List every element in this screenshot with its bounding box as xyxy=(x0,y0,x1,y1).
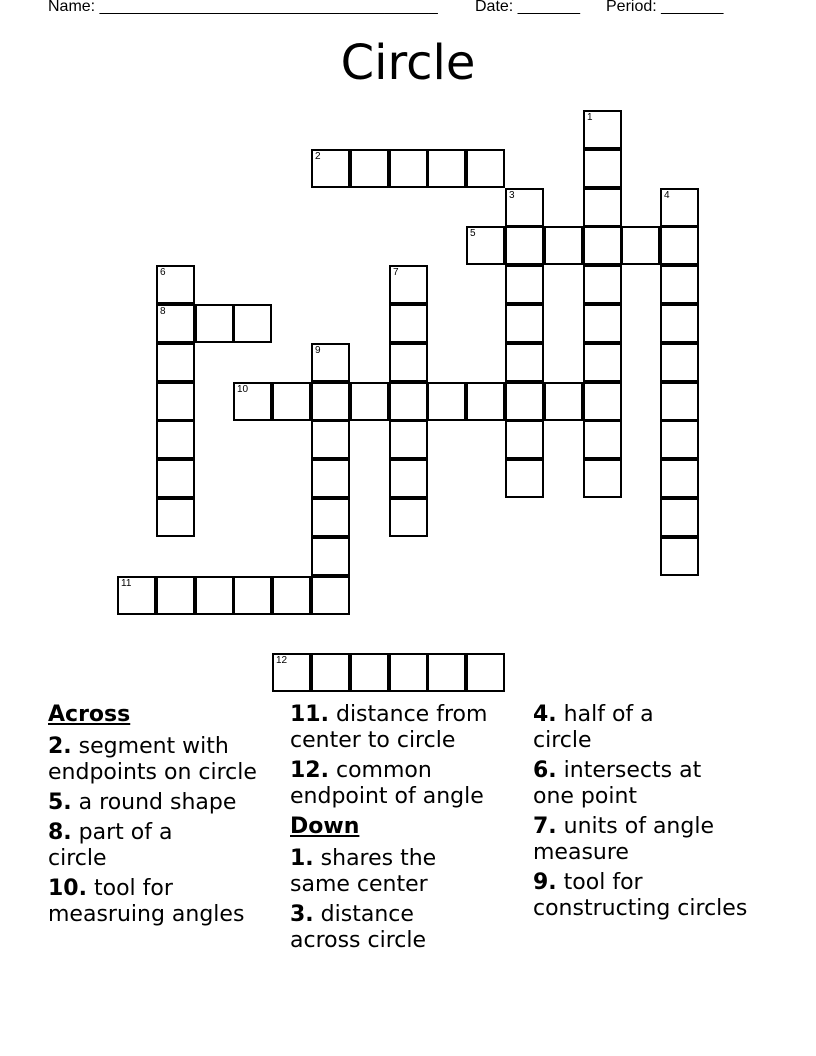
crossword-cell[interactable] xyxy=(621,226,660,265)
clue-down-1: 1. shares the same center xyxy=(290,846,437,897)
date-field: Date: _______ xyxy=(475,0,580,15)
crossword-cell[interactable] xyxy=(583,420,622,459)
cell-number: 1 xyxy=(587,112,593,123)
crossword-cell[interactable] xyxy=(233,382,272,421)
cell-number: 10 xyxy=(237,384,249,395)
crossword-cell[interactable] xyxy=(660,537,699,576)
clue-across-5: 5. a round shape xyxy=(48,790,237,815)
crossword-cell[interactable] xyxy=(505,343,544,382)
crossword-cell[interactable] xyxy=(389,498,428,537)
crossword-cell[interactable] xyxy=(466,226,505,265)
crossword-cell[interactable] xyxy=(544,226,583,265)
clue-across-2: 2. segment with endpoints on circle xyxy=(48,734,257,785)
clue-across-11: 11. distance from center to circle xyxy=(290,702,488,753)
clue-column-2 xyxy=(290,702,520,958)
cell-number: 7 xyxy=(393,267,399,278)
cell-number: 5 xyxy=(470,228,476,239)
crossword-cell[interactable] xyxy=(311,537,350,576)
clue-column-1 xyxy=(48,702,284,932)
crossword-cell[interactable] xyxy=(117,576,156,615)
clue-down-7: 7. units of angle measure xyxy=(533,814,714,865)
crossword-cell[interactable] xyxy=(272,382,311,421)
crossword-cell[interactable] xyxy=(660,188,699,227)
cell-number: 8 xyxy=(160,306,166,317)
crossword-cell[interactable] xyxy=(195,304,234,343)
crossword-cell[interactable] xyxy=(505,459,544,498)
crossword-cell[interactable] xyxy=(389,459,428,498)
crossword-cell[interactable] xyxy=(311,343,350,382)
crossword-cell[interactable] xyxy=(660,420,699,459)
crossword-cell[interactable] xyxy=(389,149,428,188)
crossword-cell[interactable] xyxy=(583,110,622,149)
name-field: Name: ______________________________________ xyxy=(48,0,438,15)
down-heading: Down xyxy=(290,814,360,839)
crossword-cell[interactable] xyxy=(660,382,699,421)
crossword-cell[interactable] xyxy=(156,382,195,421)
crossword-cell[interactable] xyxy=(311,498,350,537)
crossword-cell[interactable] xyxy=(311,149,350,188)
clue-down-9: 9. tool for constructing circles xyxy=(533,870,748,921)
cell-number: 6 xyxy=(160,267,166,278)
crossword-cell[interactable] xyxy=(311,576,350,615)
clue-across-10: 10. tool for measruing angles xyxy=(48,876,245,927)
crossword-cell[interactable] xyxy=(466,653,505,692)
crossword-cell[interactable] xyxy=(389,420,428,459)
crossword-cell[interactable] xyxy=(389,304,428,343)
crossword-cell[interactable] xyxy=(389,653,428,692)
crossword-cell[interactable] xyxy=(156,304,195,343)
crossword-cell[interactable] xyxy=(272,576,311,615)
clue-across-12: 12. common endpoint of angle xyxy=(290,758,484,809)
crossword-cell[interactable] xyxy=(583,343,622,382)
crossword-cell[interactable] xyxy=(505,226,544,265)
crossword-cell[interactable] xyxy=(233,304,272,343)
crossword-cell[interactable] xyxy=(311,653,350,692)
crossword-cell[interactable] xyxy=(427,382,466,421)
crossword-cell[interactable] xyxy=(505,188,544,227)
crossword-cell[interactable] xyxy=(583,304,622,343)
crossword-cell[interactable] xyxy=(156,265,195,304)
crossword-cell[interactable] xyxy=(350,653,389,692)
period-field: Period: _______ xyxy=(606,0,724,15)
crossword-cell[interactable] xyxy=(583,226,622,265)
crossword-cell[interactable] xyxy=(505,420,544,459)
crossword-cell[interactable] xyxy=(583,188,622,227)
crossword-cell[interactable] xyxy=(156,459,195,498)
crossword-cell[interactable] xyxy=(466,382,505,421)
cell-number: 11 xyxy=(121,578,132,589)
crossword-cell[interactable] xyxy=(389,382,428,421)
crossword-cell[interactable] xyxy=(660,498,699,537)
crossword-cell[interactable] xyxy=(311,459,350,498)
crossword-cell[interactable] xyxy=(660,304,699,343)
crossword-cell[interactable] xyxy=(583,382,622,421)
crossword-cell[interactable] xyxy=(505,304,544,343)
crossword-cell[interactable] xyxy=(311,382,350,421)
crossword-cell[interactable] xyxy=(156,420,195,459)
clue-down-4: 4. half of a circle xyxy=(533,702,654,753)
clue-across-8: 8. part of a circle xyxy=(48,820,173,871)
crossword-cell[interactable] xyxy=(311,420,350,459)
crossword-cell[interactable] xyxy=(156,498,195,537)
cell-number: 12 xyxy=(276,655,288,666)
crossword-cell[interactable] xyxy=(350,382,389,421)
crossword-cell[interactable] xyxy=(505,265,544,304)
cell-number: 9 xyxy=(315,345,321,356)
clue-column-3 xyxy=(533,702,783,926)
crossword-cell[interactable] xyxy=(389,343,428,382)
crossword-cell[interactable] xyxy=(660,226,699,265)
crossword-cell[interactable] xyxy=(233,576,272,615)
crossword-cell[interactable] xyxy=(466,149,505,188)
clue-down-3: 3. distance across circle xyxy=(290,902,427,953)
crossword-cell[interactable] xyxy=(660,265,699,304)
crossword-cell[interactable] xyxy=(505,382,544,421)
crossword-cell[interactable] xyxy=(660,459,699,498)
cell-number: 2 xyxy=(315,151,321,162)
crossword-cell[interactable] xyxy=(427,149,466,188)
across-heading: Across xyxy=(48,702,131,727)
crossword-cell[interactable] xyxy=(272,653,311,692)
page-title: Circle xyxy=(340,35,476,91)
crossword-cell[interactable] xyxy=(660,343,699,382)
crossword-cell[interactable] xyxy=(583,149,622,188)
crossword-cell[interactable] xyxy=(195,576,234,615)
crossword-cell[interactable] xyxy=(156,343,195,382)
crossword-cell[interactable] xyxy=(583,265,622,304)
crossword-cell[interactable] xyxy=(389,265,428,304)
cell-number: 3 xyxy=(509,190,515,201)
crossword-cell[interactable] xyxy=(583,459,622,498)
cell-number: 4 xyxy=(664,190,670,201)
crossword-cell[interactable] xyxy=(156,576,195,615)
clue-down-6: 6. intersects at one point xyxy=(533,758,702,809)
crossword-cell[interactable] xyxy=(427,653,466,692)
crossword-cell[interactable] xyxy=(350,149,389,188)
crossword-cell[interactable] xyxy=(544,382,583,421)
